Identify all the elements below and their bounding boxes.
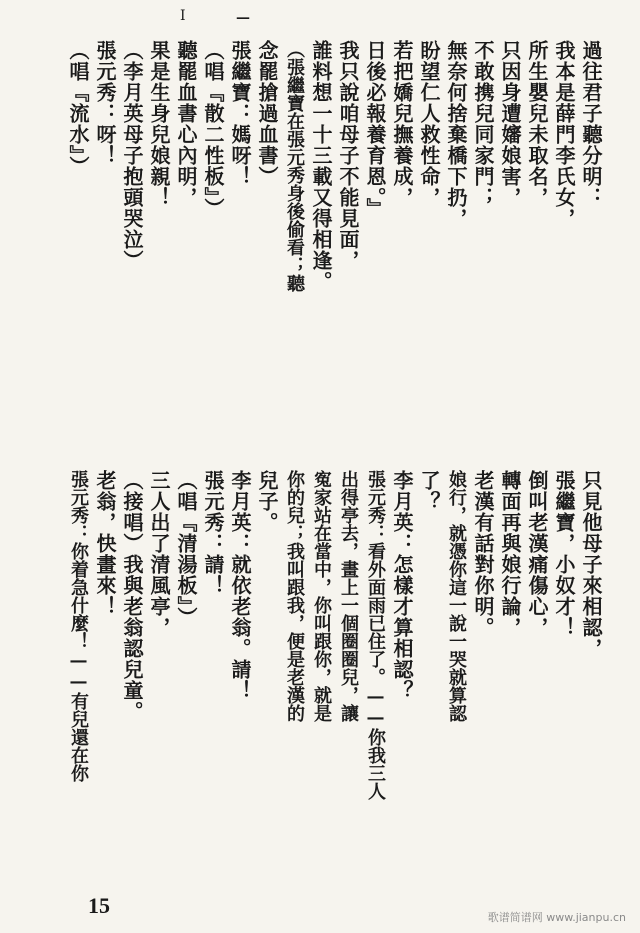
stage-direction: （唱『散二性板』） — [201, 40, 225, 219]
text-column: 出得亭去，畫上一個圈圈兒，讓 — [338, 470, 359, 722]
text-column: 我只說咱母子不能見面， — [336, 40, 360, 271]
text-column: 我本是薛門李氏女， — [552, 40, 576, 229]
text-column: 過往君子聽分明： — [579, 40, 603, 208]
stage-direction: （張繼寶在張元秀身後偷看；聽 — [284, 40, 305, 292]
speaker-line: 張元秀：呀！ — [93, 40, 117, 166]
text-column: 三人出了清風亭， — [147, 470, 171, 638]
text-column: 誰料想一十三載又得相逢。 — [309, 40, 333, 292]
text-column: 日後必報養育恩。』 — [363, 40, 387, 219]
text-column: 盼望仁人救性命， — [417, 40, 441, 208]
stage-direction: （唱『流水』） — [66, 40, 90, 177]
text-column: 老漢有話對你明。 — [471, 470, 495, 638]
watermark: 歌谱简谱网 www.jianpu.cn — [487, 911, 626, 924]
text-column: 了？ — [417, 470, 441, 512]
speaker-line: 張元秀：請！ — [201, 470, 225, 596]
text-column: 果是生身兒娘親！ — [147, 40, 171, 208]
text-column: 若把嬌兒撫養成， — [390, 40, 414, 208]
text-column: 只因身遭嬸娘害， — [498, 40, 522, 208]
text-column: 你的兒；我叫跟我，便是老漢的 — [284, 470, 305, 722]
text-column: 聽罷血書心內明， — [174, 40, 198, 208]
top-mark-1: I — [180, 8, 186, 24]
text-column: 只見他母子來相認， — [579, 470, 603, 659]
speaker-line: 張元秀：看外面雨已住了。——你我三人 — [365, 470, 386, 800]
text-column: 不敢携兒同家門； — [471, 40, 495, 208]
text-column: 倒叫老漢痛傷心， — [525, 470, 549, 638]
text-column: 所生嬰兒未取名， — [525, 40, 549, 208]
stage-direction: （唱『清湯板』） — [174, 470, 198, 628]
stage-direction: （李月英母子抱頭哭泣） — [120, 40, 144, 271]
speaker-line: 張繼寶：媽呀！ — [228, 40, 252, 187]
text-column: 兒子。 — [255, 470, 279, 533]
top-mark-2: — — [236, 10, 250, 26]
speaker-line: 李月英：就依老翁。請！ — [228, 470, 252, 701]
page-number: 15 — [88, 893, 110, 918]
speaker-line: 張繼寶，小奴才！ — [552, 470, 576, 638]
text-column: 寃家站在當中，你叫跟你，就是 — [311, 470, 332, 722]
text-column: 老翁，快畫來！ — [93, 470, 117, 617]
text-column: 無奈何捨棄橋下扔， — [444, 40, 468, 229]
text-column: （接唱）我與老翁認兒童。 — [120, 470, 144, 722]
stage-direction: 念罷搶過血書） — [255, 40, 279, 187]
speaker-line: 李月英：怎樣才算相認？ — [390, 470, 414, 701]
text-column: 轉面再與娘行論， — [498, 470, 522, 638]
text-column: 娘行，就憑你這一說一哭就算認 — [446, 470, 467, 722]
speaker-line: 張元秀：你着急什麼！——有兒還在你 — [68, 470, 89, 782]
